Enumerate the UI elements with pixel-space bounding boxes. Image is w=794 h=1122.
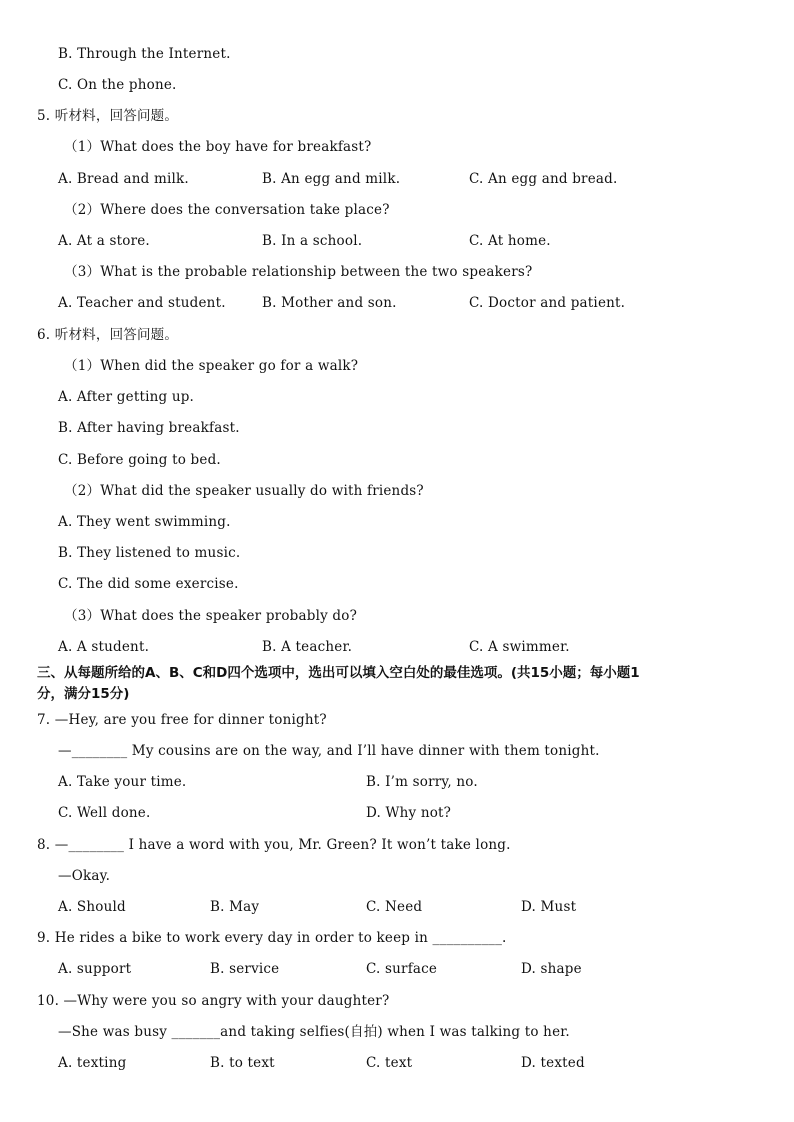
q7-prompt: 7. —Hey, are you free for dinner tonight? <box>37 712 327 728</box>
q9-option-a: A. support <box>58 961 132 977</box>
q8-option-b: B. May <box>210 899 260 915</box>
q6-header: 6. 听材料，回答问题。 <box>37 327 179 343</box>
q4-option-b: B. Through the Internet. <box>58 46 231 62</box>
q7-response: —________ My cousins are on the way, and I’ll have dinner with them tonight. <box>58 743 600 759</box>
q10-option-c: C. text <box>366 1055 413 1071</box>
q6-1-question: （1）When did the speaker go for a walk? <box>64 358 359 374</box>
q8-option-c: C. Need <box>366 899 423 915</box>
q5-2-option-b: B. In a school. <box>262 233 363 249</box>
q5-3-option-b: B. Mother and son. <box>262 295 397 311</box>
q6-3-option-b: B. A teacher. <box>262 639 353 655</box>
q6-2-option-a: A. They went swimming. <box>58 514 231 530</box>
q9-option-c: C. surface <box>366 961 438 977</box>
q5-2-option-c: C. At home. <box>469 233 551 249</box>
q5-1-option-b: B. An egg and milk. <box>262 171 401 187</box>
q9-option-d: D. shape <box>521 961 582 977</box>
q7-option-d: D. Why not? <box>366 805 452 821</box>
q5-2-question: （2）Where does the conversation take place? <box>64 202 390 218</box>
q8-option-d: D. Must <box>521 899 577 915</box>
q6-1-option-b: B. After having breakfast. <box>58 420 240 436</box>
q10-option-a: A. texting <box>58 1055 127 1071</box>
q6-1-option-a: A. After getting up. <box>58 389 195 405</box>
q5-3-option-c: C. Doctor and patient. <box>469 295 626 311</box>
q10-option-b: B. to text <box>210 1055 275 1071</box>
q7-option-b: B. I’m sorry, no. <box>366 774 478 790</box>
q6-1-option-c: C. Before going to bed. <box>58 452 221 468</box>
q10-option-d: D. texted <box>521 1055 585 1071</box>
q10-prompt: 10. —Why were you so angry with your daughter? <box>37 993 390 1009</box>
q4-option-c: C. On the phone. <box>58 77 177 93</box>
q8-prompt: 8. —________ I have a word with you, Mr. Green? It won’t take long. <box>37 837 511 853</box>
q6-3-option-c: C. A swimmer. <box>469 639 570 655</box>
q5-1-option-a: A. Bread and milk. <box>58 171 189 187</box>
q9-option-b: B. service <box>210 961 280 977</box>
q10-response: —She was busy _______and taking selfies(自拍) when I was talking to her. <box>58 1024 570 1040</box>
q6-2-question: （2）What did the speaker usually do with friends? <box>64 483 424 499</box>
q5-3-question: （3）What is the probable relationship between the two speakers? <box>64 264 533 280</box>
q6-3-option-a: A. A student. <box>58 639 150 655</box>
q7-option-a: A. Take your time. <box>58 774 187 790</box>
q5-3-option-a: A. Teacher and student. <box>58 295 226 311</box>
q5-2-option-a: A. At a store. <box>58 233 150 249</box>
q6-3-question: （3）What does the speaker probably do? <box>64 608 358 624</box>
q8-response: —Okay. <box>58 868 111 884</box>
q5-header: 5. 听材料，回答问题。 <box>37 108 179 124</box>
q5-1-question: （1）What does the boy have for breakfast? <box>64 139 372 155</box>
q6-2-option-b: B. They listened to music. <box>58 545 241 561</box>
section-3-title-line-1: 三、从每题所给的A、B、C和D四个选项中，选出可以填入空白处的最佳选项。(共15小题；每小题1 <box>37 665 640 681</box>
q8-option-a: A. Should <box>58 899 126 915</box>
q9-prompt: 9. He rides a bike to work every day in order to keep in __________. <box>37 930 507 946</box>
q5-1-option-c: C. An egg and bread. <box>469 171 618 187</box>
q7-option-c: C. Well done. <box>58 805 151 821</box>
section-3-title-line-2: 分，满分15分) <box>37 686 130 702</box>
q6-2-option-c: C. The did some exercise. <box>58 576 239 592</box>
